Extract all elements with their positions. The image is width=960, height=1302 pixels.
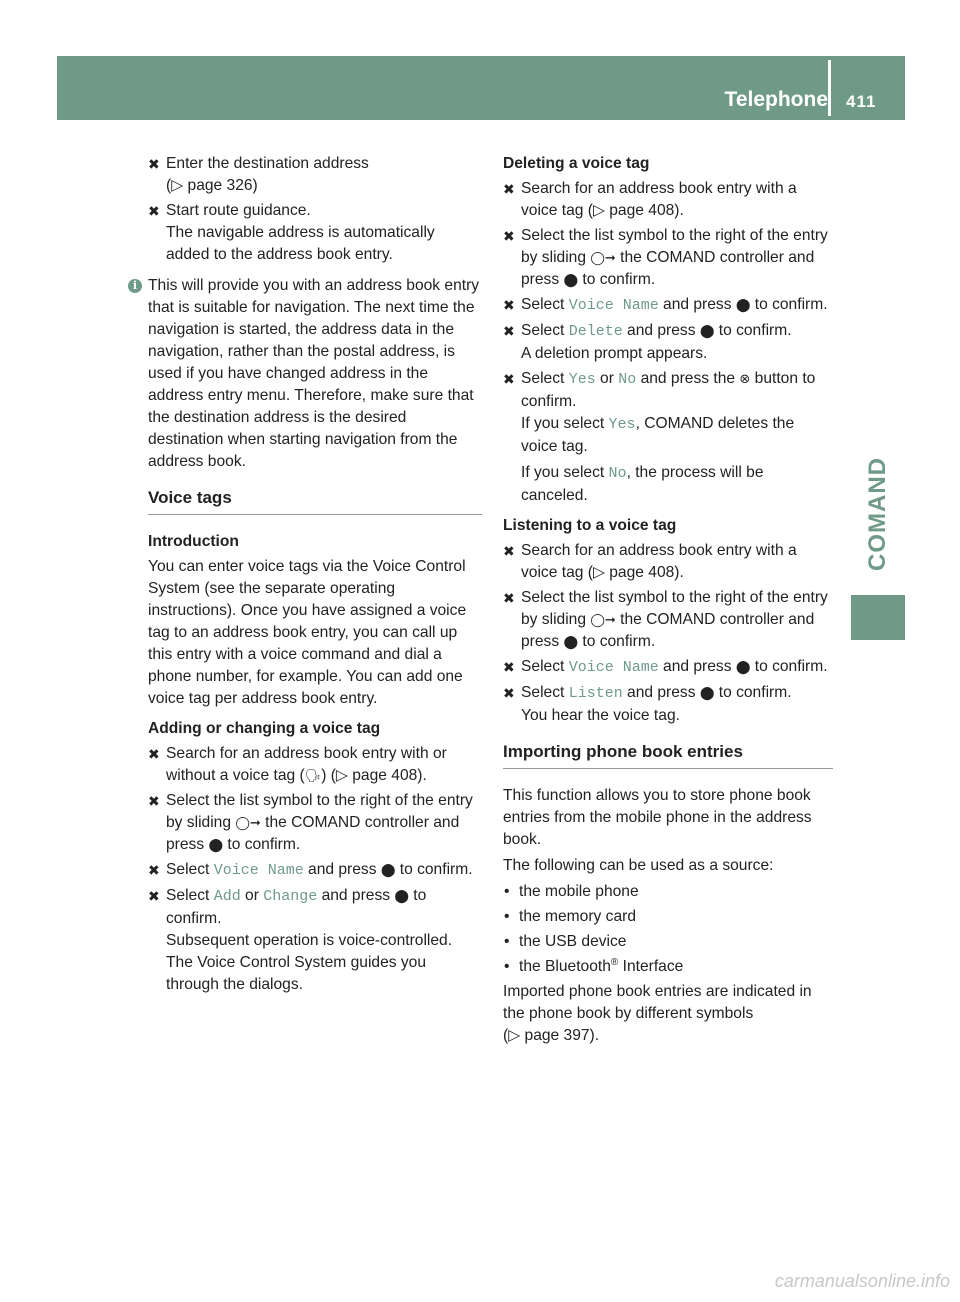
menu-item-yes: Yes bbox=[568, 371, 596, 388]
step-select-listen: ✖ Select Listen and press ⬤ to confirm. You hear the voice tag. bbox=[503, 684, 792, 724]
press-controller-icon: ⬤ bbox=[699, 685, 715, 700]
menu-item-voice-name: Voice Name bbox=[213, 862, 304, 879]
step-select-list-symbol: ✖ Select the list symbol to the right of the entry by sliding ◯➞ the COMAND controller and press ⬤ to confirm. bbox=[148, 792, 473, 853]
info-icon: i bbox=[128, 279, 142, 293]
step-select-add-change: ✖ Select Add or Change and press ⬤ to confirm. Subsequent operation is voice-controlled. The Voice Control System guides you through the dialogs. bbox=[148, 887, 453, 993]
step-enter-destination: ✖ Enter the destination address (▷ page 326) bbox=[148, 155, 369, 194]
step-marker-icon: ✖ bbox=[503, 371, 515, 387]
slide-right-icon: ◯➞ bbox=[590, 612, 616, 627]
press-controller-icon: ⬤ bbox=[394, 888, 409, 903]
step-select-voice-name: ✖ Select Voice Name and press ⬤ to confirm. bbox=[503, 658, 828, 676]
slide-right-icon: ◯➞ bbox=[590, 250, 616, 265]
chapter-title: Telephone bbox=[724, 88, 828, 111]
menu-item-no: No bbox=[618, 371, 637, 388]
source-intro: The following can be used as a source: bbox=[503, 857, 774, 874]
step-marker-icon: ✖ bbox=[503, 685, 515, 701]
info-note: i This will provide you with an address book entry that is suitable for navigation. The next time the navigation is started, the address data in the navigation, rather than the postal address, is used if you have changed address in the address entry menu. Therefore, make sure that the destination address is the desired destination when starting navigation from the address book. bbox=[120, 275, 482, 473]
press-controller-icon: ⬤ bbox=[208, 837, 224, 852]
slide-right-icon: ◯➞ bbox=[235, 815, 261, 830]
press-controller-icon: ⬤ bbox=[735, 297, 751, 312]
section-heading-importing: Importing phone book entries bbox=[503, 741, 833, 769]
list-item-source: • the USB device bbox=[503, 931, 833, 953]
step-select-voice-name: ✖ Select Voice Name and press ⬤ to confirm. bbox=[148, 861, 473, 879]
step-select-list-symbol: ✖ Select the list symbol to the right of the entry by sliding ◯➞ the COMAND controller and press ⬤ to confirm. bbox=[503, 589, 828, 650]
left-column bbox=[132, 153, 482, 999]
step-marker-icon: ✖ bbox=[148, 203, 160, 219]
watermark: carmanualsonline.info bbox=[774, 1271, 950, 1291]
back-button-icon: ⊗ bbox=[739, 371, 751, 386]
step-select-voice-name: ✖ Select Voice Name and press ⬤ to confirm. bbox=[503, 296, 828, 314]
page-number: 411 bbox=[846, 92, 877, 111]
step-marker-icon: ✖ bbox=[503, 323, 515, 339]
menu-item-add: Add bbox=[213, 888, 241, 905]
step-search-entry: ✖ Search for an address book entry with a voice tag (▷ page 408). bbox=[503, 542, 797, 581]
subheading-adding-voice-tag: Adding or changing a voice tag bbox=[148, 720, 381, 737]
subheading-listening-voice-tag: Listening to a voice tag bbox=[503, 517, 677, 534]
press-controller-icon: ⬤ bbox=[563, 634, 579, 649]
step-marker-icon: ✖ bbox=[503, 543, 515, 559]
voice-tag-icon: 🗣 bbox=[304, 768, 322, 783]
list-item-source: • the memory card bbox=[503, 906, 833, 928]
menu-item-delete: Delete bbox=[568, 323, 623, 340]
header-separator bbox=[828, 60, 831, 116]
menu-item-no: No bbox=[608, 465, 627, 482]
import-paragraph: This function allows you to store phone book entries from the mobile phone in the address book. bbox=[503, 787, 812, 848]
right-column bbox=[503, 153, 833, 1051]
section-heading-voice-tags: Voice tags bbox=[148, 487, 482, 515]
step-marker-icon: ✖ bbox=[503, 228, 515, 244]
press-controller-icon: ⬤ bbox=[380, 862, 396, 877]
step-marker-icon: ✖ bbox=[148, 862, 160, 878]
step-select-list-symbol: ✖ Select the list symbol to the right of the entry by sliding ◯➞ the COMAND controller and press ⬤ to confirm. bbox=[503, 227, 828, 288]
side-tab-label: COMAND bbox=[864, 457, 891, 571]
menu-item-voice-name: Voice Name bbox=[568, 297, 659, 314]
step-search-entry: ✖ Search for an address book entry with or without a voice tag (🗣) (▷ page 408). bbox=[148, 745, 447, 784]
step-search-entry: ✖ Search for an address book entry with a voice tag (▷ page 408). bbox=[503, 180, 797, 219]
bullet-icon: • bbox=[504, 908, 510, 925]
press-controller-icon: ⬤ bbox=[735, 659, 751, 674]
bullet-icon: • bbox=[504, 883, 510, 900]
list-item-source: • the mobile phone bbox=[503, 881, 833, 903]
step-marker-icon: ✖ bbox=[148, 888, 160, 904]
list-item-source: • the Bluetooth® Interface bbox=[503, 956, 833, 978]
step-marker-icon: ✖ bbox=[148, 746, 160, 762]
step-select-delete: ✖ Select Delete and press ⬤ to confirm. A deletion prompt appears. bbox=[503, 322, 792, 362]
step-marker-icon: ✖ bbox=[503, 297, 515, 313]
menu-item-voice-name: Voice Name bbox=[568, 659, 659, 676]
step-marker-icon: ✖ bbox=[148, 156, 160, 172]
step-marker-icon: ✖ bbox=[503, 181, 515, 197]
menu-item-change: Change bbox=[263, 888, 318, 905]
intro-paragraph: You can enter voice tags via the Voice Control System (see the separate operating instructions). Once you have assigned a voice tag to an address book entry, you can call up this entry with a voice command and dial a phone number, for example. You can add one voice tag per address book entry. bbox=[148, 558, 467, 707]
side-tab-block bbox=[851, 595, 905, 640]
bullet-icon: • bbox=[504, 933, 510, 950]
step-marker-icon: ✖ bbox=[148, 793, 160, 809]
press-controller-icon: ⬤ bbox=[699, 323, 715, 338]
menu-item-listen: Listen bbox=[568, 685, 623, 702]
subheading-introduction: Introduction bbox=[148, 533, 239, 550]
step-marker-icon: ✖ bbox=[503, 590, 515, 606]
imported-paragraph: Imported phone book entries are indicated in the phone book by different symbols (▷ page 397). bbox=[503, 983, 812, 1044]
press-controller-icon: ⬤ bbox=[563, 272, 579, 287]
step-start-guidance: ✖ Start route guidance. The navigable address is automatically added to the address book entry. bbox=[148, 202, 435, 263]
subheading-deleting-voice-tag: Deleting a voice tag bbox=[503, 155, 650, 172]
bullet-icon: • bbox=[504, 958, 510, 975]
step-select-yes-no: ✖ Select Yes or No and press the ⊗ button to confirm. If you select Yes, COMAND deletes the voice tag. If you select No, the process will be canceled. bbox=[503, 370, 816, 504]
step-marker-icon: ✖ bbox=[503, 659, 515, 675]
menu-item-yes: Yes bbox=[608, 416, 636, 433]
